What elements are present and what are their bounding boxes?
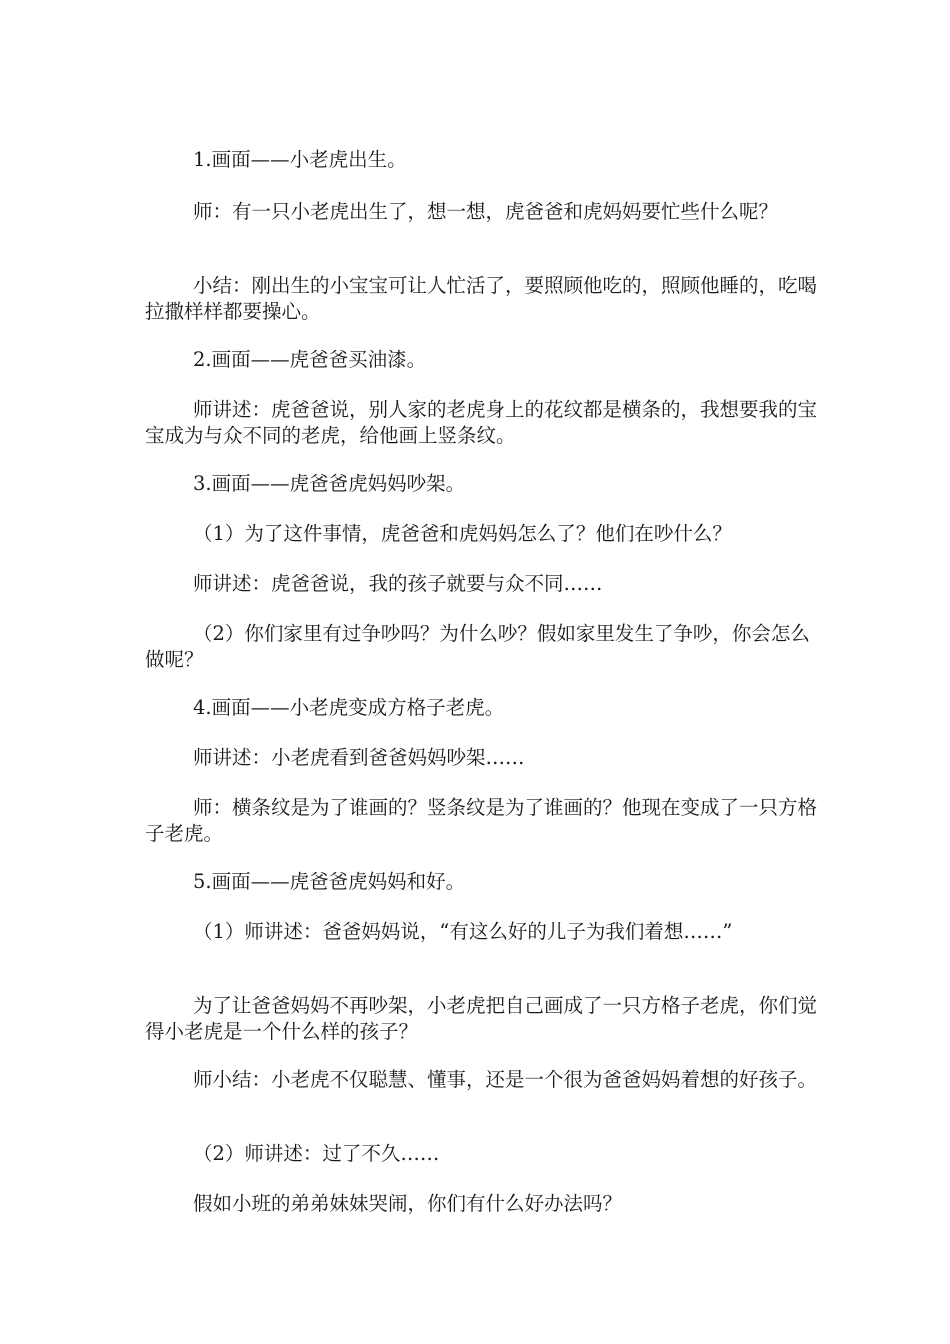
paragraph-text: 师讲述：小老虎看到爸爸妈妈吵架…… bbox=[193, 746, 525, 769]
paragraph-11 bbox=[145, 745, 817, 771]
paragraph-18 bbox=[145, 1191, 817, 1217]
paragraph-12 bbox=[145, 795, 817, 847]
paragraph-text: （1）为了这件事情，虎爸爸和虎妈妈怎么了？他们在吵什么？ bbox=[193, 522, 732, 545]
paragraph-9 bbox=[145, 621, 817, 673]
paragraph-6 bbox=[145, 471, 817, 497]
paragraph-text: 假如小班的弟弟妹妹哭闹，你们有什么好办法吗？ bbox=[193, 1192, 623, 1215]
paragraph-4 bbox=[145, 347, 817, 373]
paragraph-text: 师：有一只小老虎出生了，想一想，虎爸爸和虎妈妈要忙些什么呢？ bbox=[193, 200, 779, 223]
paragraph-2 bbox=[145, 199, 817, 225]
paragraph-text: 3.画面——虎爸爸虎妈妈吵架。 bbox=[193, 472, 466, 495]
paragraph-text: （2）你们家里有过争吵吗？为什么吵？假如家里发生了争吵，你会怎么做呢？ bbox=[145, 622, 810, 671]
paragraph-text: 为了让爸爸妈妈不再吵架，小老虎把自己画成了一只方格子老虎，你们觉得小老虎是一个什么样的孩子？ bbox=[145, 994, 818, 1043]
paragraph-text: 小结：刚出生的小宝宝可让人忙活了，要照顾他吃的，照顾他睡的，吃喝拉撒样样都要操心。 bbox=[145, 274, 818, 323]
paragraph-3 bbox=[145, 273, 817, 325]
paragraph-text: 2.画面——虎爸爸买油漆。 bbox=[193, 348, 427, 371]
paragraph-text: 师讲述：虎爸爸说，我的孩子就要与众不同…… bbox=[193, 572, 603, 595]
paragraph-16 bbox=[145, 1067, 817, 1093]
paragraph-text: 师小结：小老虎不仅聪慧、懂事，还是一个很为爸爸妈妈着想的好孩子。 bbox=[193, 1068, 818, 1091]
paragraph-text: 5.画面——虎爸爸虎妈妈和好。 bbox=[193, 870, 466, 893]
paragraph-13 bbox=[145, 869, 817, 895]
paragraph-text: （2）师讲述：过了不久…… bbox=[193, 1142, 440, 1165]
paragraph-17 bbox=[145, 1141, 817, 1167]
paragraph-14 bbox=[145, 919, 817, 945]
paragraph-15 bbox=[145, 993, 817, 1045]
paragraph-text: 师讲述：虎爸爸说，别人家的老虎身上的花纹都是横条的，我想要我的宝宝成为与众不同的老虎，给他画上竖条纹。 bbox=[145, 398, 818, 447]
paragraph-7 bbox=[145, 521, 817, 547]
paragraph-text: （1）师讲述：爸爸妈妈说，“有这么好的儿子为我们着想……” bbox=[193, 920, 733, 943]
paragraph-8 bbox=[145, 571, 817, 597]
paragraph-5 bbox=[145, 397, 817, 449]
paragraph-text: 师：横条纹是为了谁画的？竖条纹是为了谁画的？他现在变成了一只方格子老虎。 bbox=[145, 796, 818, 845]
paragraph-10 bbox=[145, 695, 817, 721]
paragraph-text: 1.画面——小老虎出生。 bbox=[193, 148, 407, 171]
paragraph-text: 4.画面——小老虎变成方格子老虎。 bbox=[193, 696, 505, 719]
paragraph-1 bbox=[145, 147, 817, 173]
